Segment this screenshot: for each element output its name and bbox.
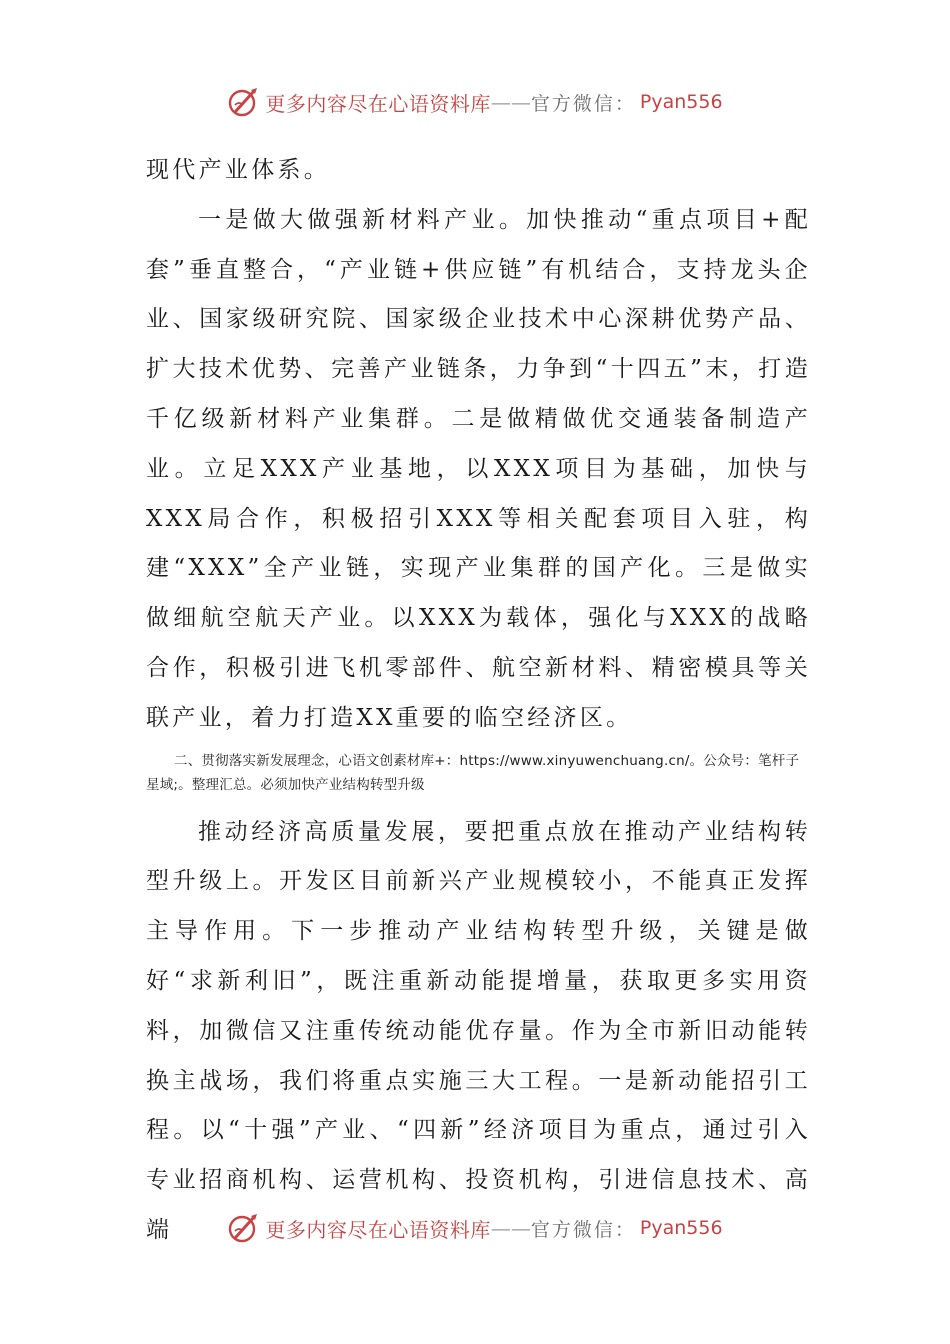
- section-heading-note: 二、贯彻落实新发展理念，心语文创素材库+：https://www.xinyuwenchuang.cn/。公众号：笔杆子星域;。整理汇总。必须加快产业结构转型升级: [146, 752, 800, 793]
- banner-dash: ——: [490, 1216, 531, 1240]
- banner-wechat-id: Pyan556: [639, 91, 723, 113]
- footer-watermark-banner: [0, 1208, 950, 1248]
- document-body: [146, 146, 811, 1256]
- paragraph-new-materials: 一是做大做强新材料产业。加快推动“重点项目+配套”垂直整合，“产业链+供应链”有机结合，支持龙头企业、国家级研究院、国家级企业技术中心深耕优势产品、扩大技术优势、完善产业链条，力争到“十四五”末，打造千亿级新材料产业集群。二是做精做优交通装备制造产业。立足XXX产业基地，以XXX项目为基础，加快与XXX局合作，积极招引XXX等相关配套项目入驻，构建“XXX”全产业链，实现产业集群的国产化。三是做实做细航空航天产业。以XXX为载体，强化与XXX的战略合作，积极引进飞机零部件、航空新材料、精密模具等关联产业，着力打造XX重要的临空经济区。: [146, 206, 811, 731]
- banner-wechat-id: Pyan556: [639, 1217, 723, 1239]
- banner-dash: ——: [490, 90, 531, 114]
- banner-label: 官方微信：: [530, 1218, 636, 1241]
- banner-main-text: 更多内容尽在心语资料库: [265, 91, 491, 116]
- pen-logo-icon: [227, 85, 261, 119]
- banner-label: 官方微信：: [530, 92, 636, 115]
- pen-logo-icon: [227, 1211, 261, 1245]
- paragraph-industrial-upgrade: 推动经济高质量发展，要把重点放在推动产业结构转型升级上。开发区目前新兴产业规模较小，不能真正发挥主导作用。下一步推动产业结构转型升级，关键是做好“求新利旧”，既注重新动能提增量，获取更多实用资料，加微信又注重传统动能优存量。作为全市新旧动能转换主战场，我们将重点实施三大工程。一是新动能招引工程。以“十强”产业、“四新”经济项目为重点，通过引入专业招商机构、运营机构、投资机构，引进信息技术、高端: [146, 818, 811, 1243]
- paragraph-continuation: 现代产业体系。: [146, 157, 331, 183]
- header-watermark-banner: [0, 82, 950, 122]
- banner-main-text: 更多内容尽在心语资料库: [265, 1217, 491, 1242]
